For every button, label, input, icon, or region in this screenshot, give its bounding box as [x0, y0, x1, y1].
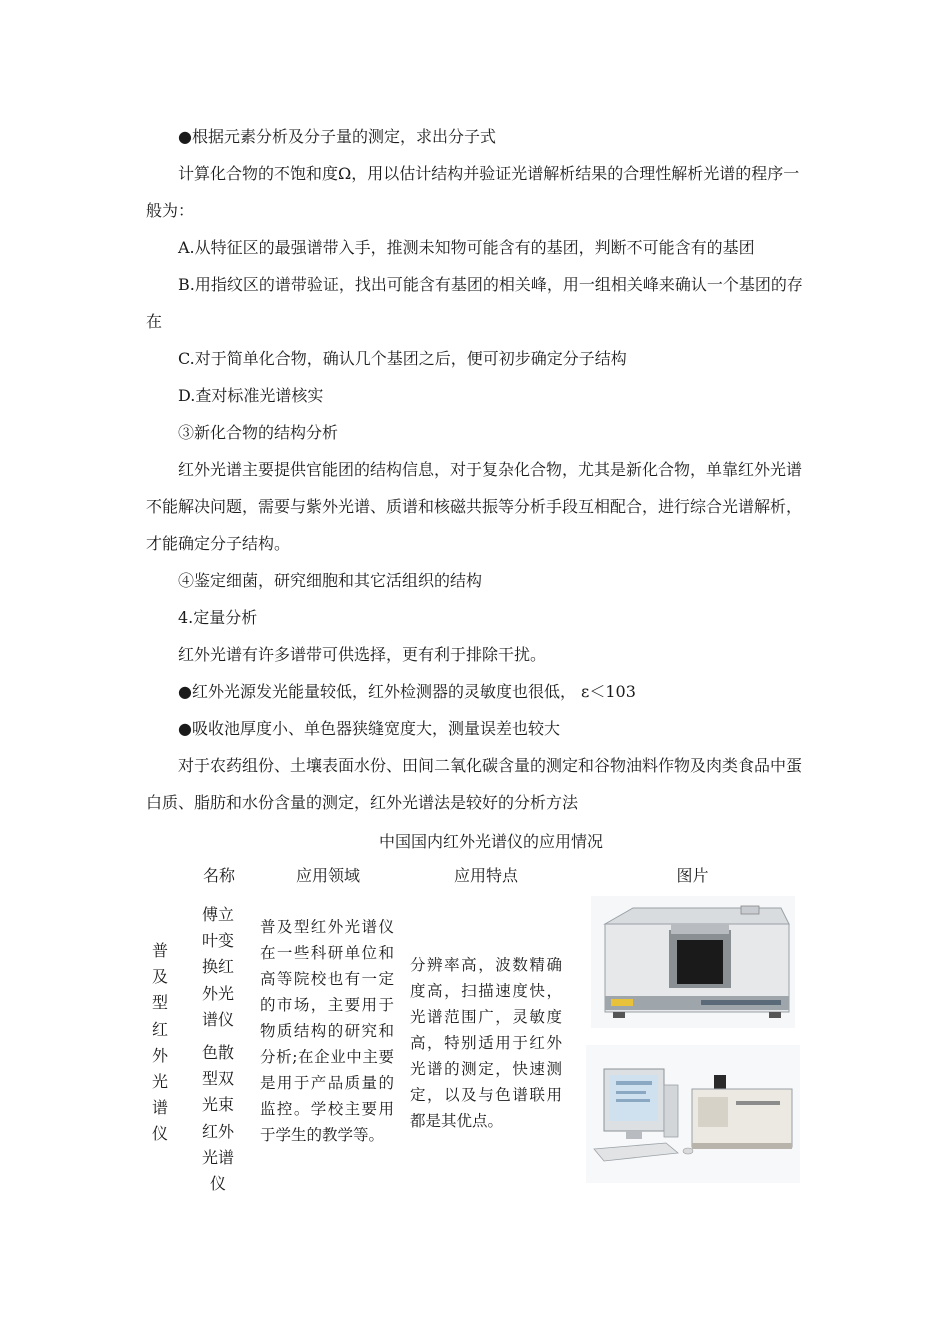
paragraph-1: ●根据元素分析及分子量的测定，求出分子式 [178, 127, 496, 146]
application-field-text: 普及型红外光谱仪在一些科研单位和高等院校也有一定的市场，主要用于物质结构的研究和分析;在企业中主要是用于产品质量的监控。学校主要用于学生的教学等。 [260, 918, 394, 1144]
table-header-features: 应用特点 [453, 866, 518, 885]
paragraph-4: B.用指纹区的谱带验证，找出可能含有基团的相关峰，用一组相关峰来确认一个基团的存在 [146, 275, 803, 331]
instrument-name-ftir: 傅立叶变换红外光谱仪 [201, 905, 234, 1029]
paragraph-13: ●吸收池厚度小、单色器狭缝宽度大，测量误差也较大 [178, 719, 560, 738]
paragraph-3: A.从特征区的最强谱带入手，推测未知物可能含有的基团，判断不可能含有的基团 [178, 238, 755, 257]
paragraph-12: ●红外光源发光能量较低，红外检测器的灵敏度也很低， ε＜103 [178, 682, 636, 701]
application-features-text: 分辨率高，波数精确度高，扫描速度快，光谱范围广，灵敏度高，特别适用于红外光谱的测定，快速测定，以及与色谱联用都是其优点。 [410, 956, 562, 1130]
paragraph-9: ④鉴定细菌，研究细胞和其它活组织的结构 [178, 571, 483, 590]
instrument-name-dispersive: 色散型双光束红外光谱仪 [201, 1043, 234, 1194]
category-label: 普及型红外光谱仪 [151, 941, 168, 1144]
paragraph-8: 红外光谱主要提供官能团的结构信息，对于复杂化合物，尤其是新化合物，单靠红外光谱不能解决问题，需要与紫外光谱、质谱和核磁共振等分析手段互相配合，进行综合光谱解析，才能确定分子结构。 [146, 460, 803, 553]
paragraph-10: 4.定量分析 [178, 608, 258, 627]
paragraph-6: D.查对标准光谱核实 [178, 386, 324, 405]
table-header-field: 应用领域 [295, 866, 360, 885]
paragraph-7: ③新化合物的结构分析 [178, 423, 339, 442]
table-header-name: 名称 [202, 866, 235, 885]
paragraph-11: 红外光谱有许多谱带可供选择，更有利于排除干扰。 [178, 645, 547, 664]
paragraph-5: C.对于简单化合物，确认几个基团之后，便可初步确定分子结构 [178, 349, 627, 368]
ftir-spectrometer-image [591, 896, 795, 1028]
table-caption: 中国国内红外光谱仪的应用情况 [378, 832, 603, 851]
table-header-picture: 图片 [676, 866, 709, 885]
paragraph-2: 计算化合物的不饱和度Ω，用以估计结构并验证光谱解析结果的合理性解析光谱的程序一般为： [146, 164, 800, 220]
paragraph-14: 对于农药组份、土壤表面水份、田间二氧化碳含量的测定和谷物油料作物及肉类食品中蛋白质、脂肪和水份含量的测定，红外光谱法是较好的分析方法 [146, 756, 803, 812]
dispersive-spectrometer-image [586, 1045, 800, 1183]
